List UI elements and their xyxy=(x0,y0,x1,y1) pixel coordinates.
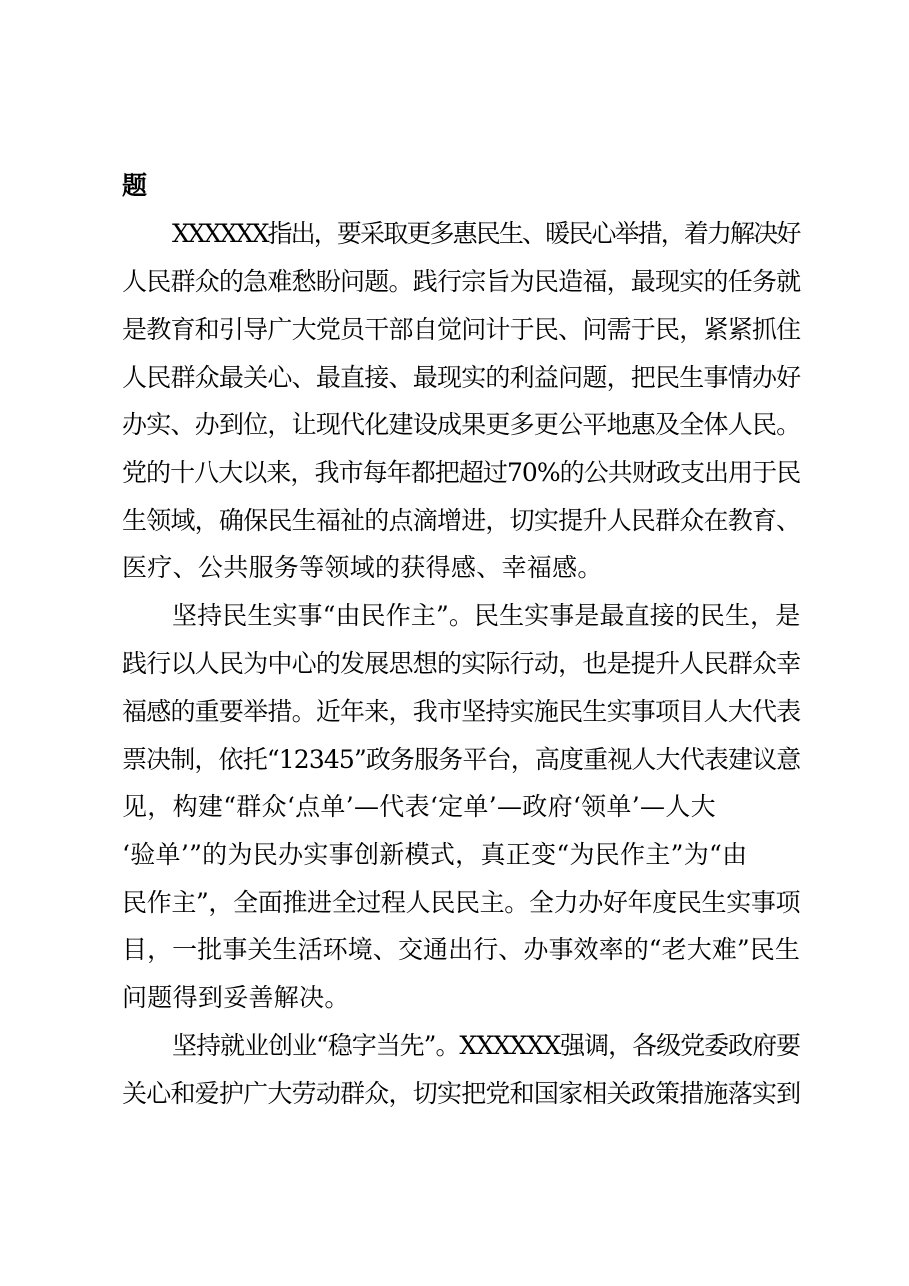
paragraph-line: 福感的重要举措。近年来，我市坚持实施民生实事项目人大代表 xyxy=(122,697,801,726)
page-heading: 题 xyxy=(122,171,148,200)
paragraph-line: 是教育和引导广大党员干部自觉问计于民、问需于民，紧紧抓住 xyxy=(122,315,801,344)
paragraph-line: 见，构建“群众‘点单’—代表‘定单’—政府‘领单’—人大 xyxy=(122,792,716,821)
paragraph-line: 人民群众最关心、最直接、最现实的利益问题，把民生事情办好 xyxy=(122,363,801,392)
paragraph-line: 人民群众的急难愁盼问题。践行宗旨为民造福，最现实的任务就 xyxy=(122,267,801,296)
paragraph-line: 关心和爱护广大劳动群众，切实把党和国家相关政策措施落实到 xyxy=(122,1079,801,1108)
paragraph-line: 践行以人民为中心的发展思想的实际行动，也是提升人民群众幸 xyxy=(122,649,801,678)
paragraph-line: 坚持民生实事“由民作主”。民生实事是最直接的民生，是 xyxy=(172,601,801,630)
paragraph-line: 坚持就业创业“稳字当先”。XXXXXX强调，各级党委政府要 xyxy=(172,1031,801,1060)
paragraph-line: 目，一批事关生活环境、交通出行、办事效率的“老大难”民生 xyxy=(122,935,800,964)
paragraph-line: 医疗、公共服务等领域的获得感、幸福感。 xyxy=(122,553,603,582)
paragraph-line: 办实、办到位，让现代化建设成果更多更公平地惠及全体人民。 xyxy=(122,410,801,439)
paragraph-line: 民作主”，全面推进全过程人民民主。全力办好年度民生实事项 xyxy=(122,888,801,917)
paragraph-line: ‘验单’”的为民办实事创新模式，真正变“为民作主”为“由 xyxy=(122,840,748,869)
paragraph-line: 党的十八大以来，我市每年都把超过70%的公共财政支出用于民 xyxy=(122,458,801,487)
paragraph-line: XXXXXX指出，要采取更多惠民生、暖民心举措，着力解决好 xyxy=(172,219,800,248)
paragraph-line: 票决制，依托“12345”政务服务平台，高度重视人大代表建议意 xyxy=(122,745,801,774)
paragraph-line: 问题得到妥善解决。 xyxy=(122,983,350,1012)
paragraph-line: 生领域，确保民生福祉的点滴增进，切实提升人民群众在教育、 xyxy=(122,506,801,535)
